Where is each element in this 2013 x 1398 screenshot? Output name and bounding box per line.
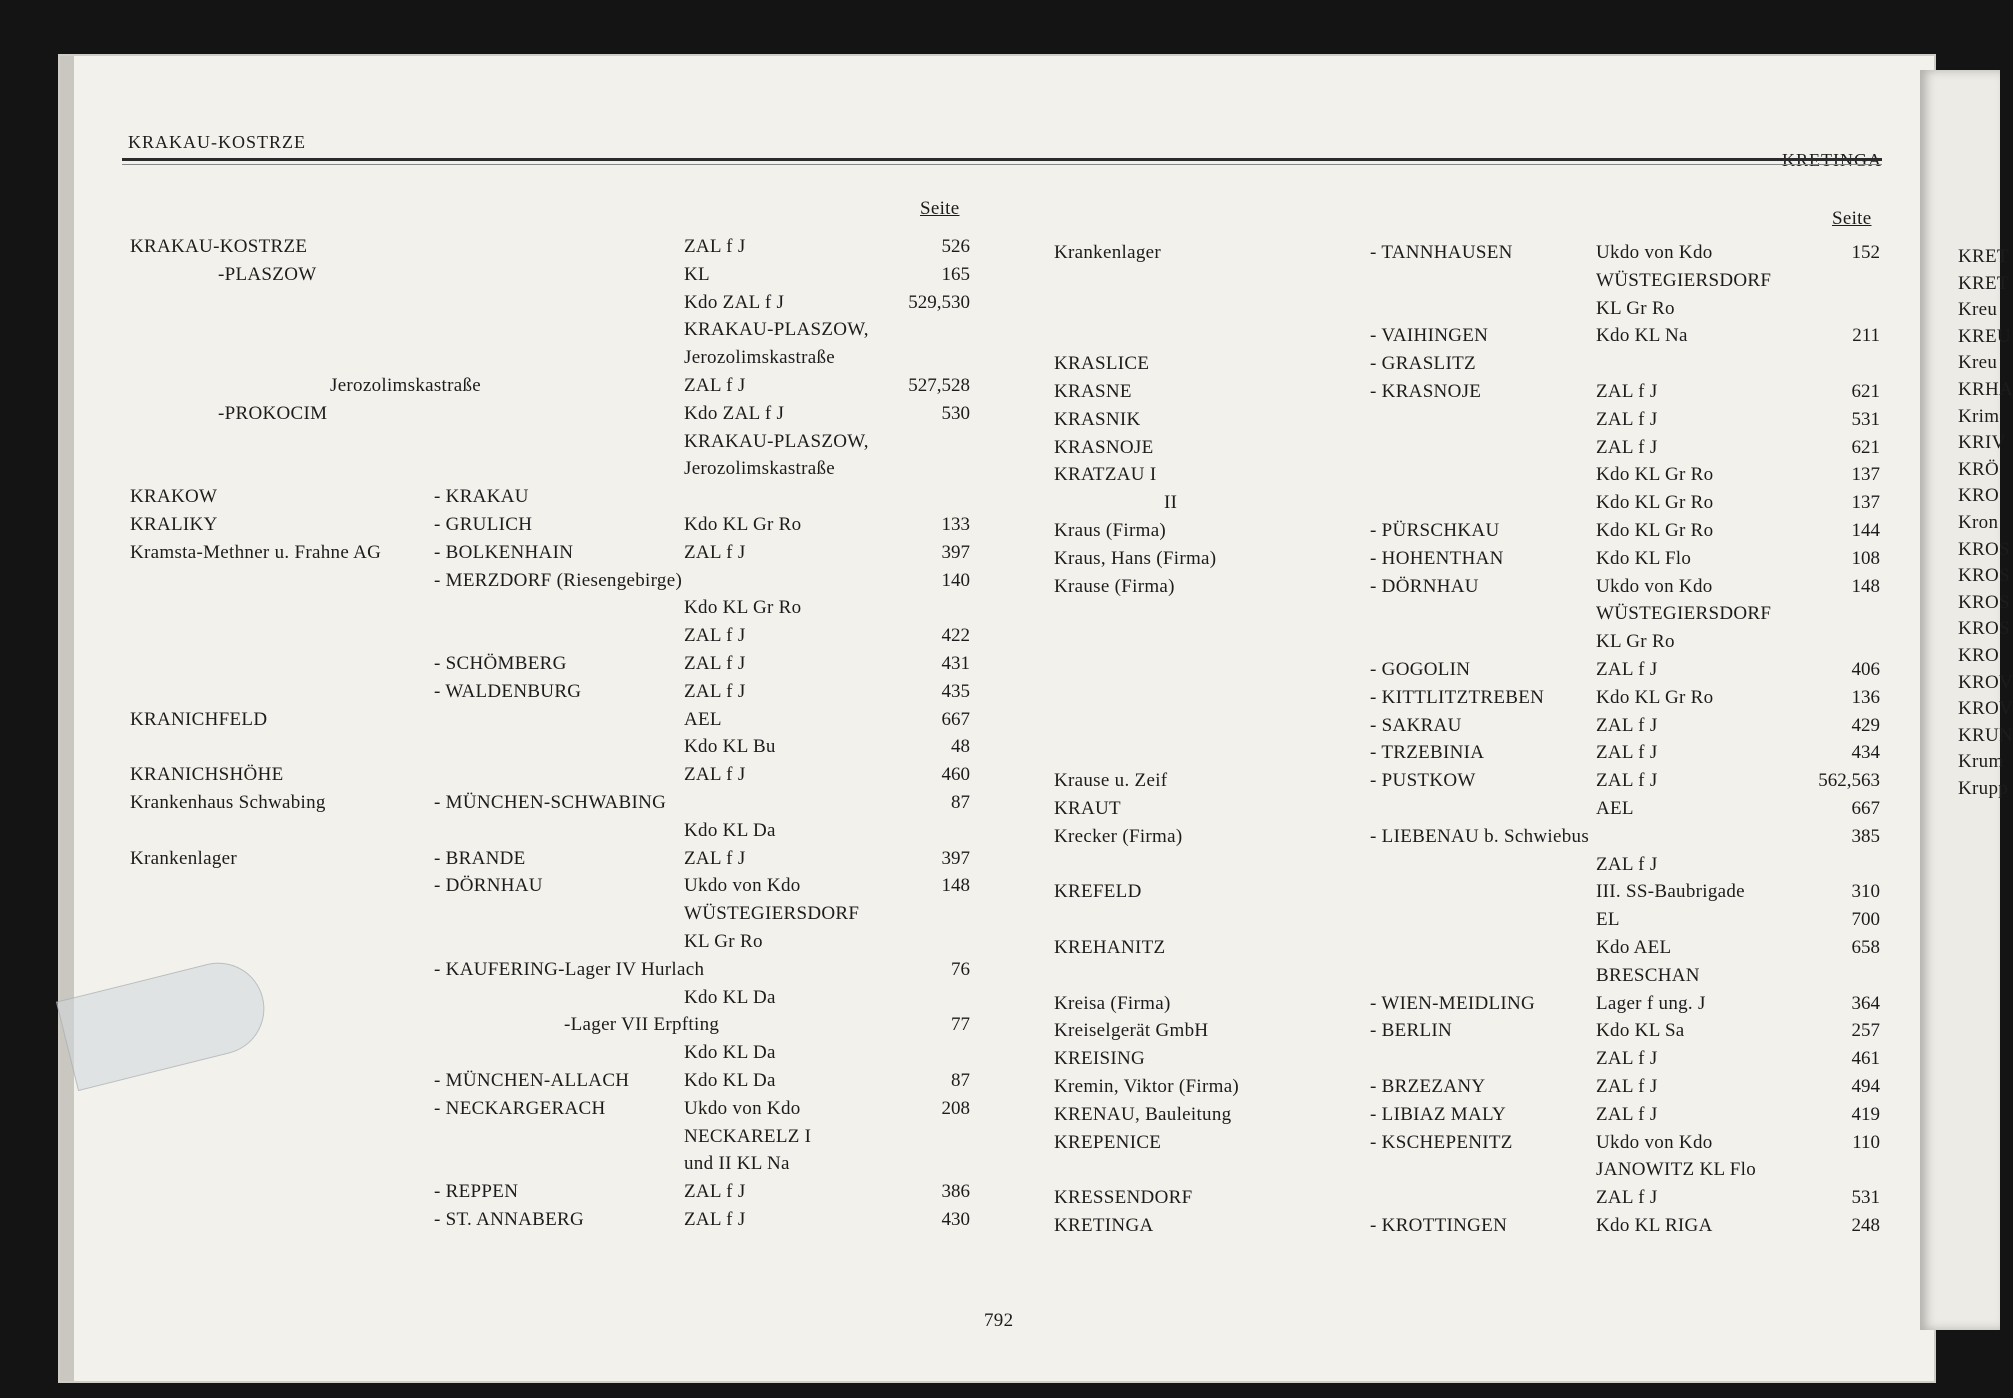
- entry-camp-type: WÜSTEGIERSDORF: [684, 903, 860, 925]
- page-number: 792: [984, 1310, 1014, 1331]
- entry-name: Kreiselgerät GmbH: [1054, 1020, 1209, 1042]
- entry-location: - MÜNCHEN-SCHWABING: [434, 792, 667, 813]
- edge-fragment: KROV: [1958, 671, 2013, 693]
- entry-camp-type: Kdo KL Gr Ro: [684, 597, 802, 619]
- entry-camp-type: ZAL f J: [1596, 1076, 1658, 1097]
- entry-location: - KRAKAU: [434, 486, 529, 508]
- edge-fragment: KRIV: [1958, 432, 2006, 454]
- edge-fragment: Kreu: [1958, 352, 1998, 374]
- entry-camp-type: Kdo KL Gr Ro: [1596, 492, 1714, 514]
- edge-fragment: Kron: [1958, 512, 1999, 533]
- entry-name: Krankenlager: [1054, 242, 1161, 263]
- entry-page: 429: [1851, 714, 1880, 736]
- entry-page: 531: [1851, 1187, 1880, 1209]
- entry-name: KREHANITZ: [1054, 937, 1166, 958]
- entry-location: - BRZEZANY: [1370, 1076, 1486, 1097]
- entry-name: Kramsta-Methner u. Frahne AG: [130, 541, 382, 563]
- entry-camp-type: KL Gr Ro: [684, 931, 763, 952]
- entry-camp-type: KRAKAU-PLASZOW,: [684, 319, 869, 341]
- entry-camp-type: ZAL f J: [684, 847, 746, 869]
- entry-page: 211: [1852, 325, 1880, 347]
- entry-name: II: [1164, 492, 1178, 514]
- entry-camp-type: ZAL f J: [1596, 1103, 1658, 1125]
- entry-location: - LIBIAZ MALY: [1370, 1103, 1507, 1125]
- entry-location: - REPPEN: [434, 1181, 519, 1203]
- entry-location: - PUSTKOW: [1370, 770, 1476, 792]
- edge-fragment: KRO: [1958, 645, 2000, 666]
- seite-label-left: Seite: [920, 198, 960, 219]
- entry-location: - KITTLITZTREBEN: [1370, 686, 1545, 708]
- entry-page: 667: [1851, 798, 1880, 819]
- entry-page: 257: [1851, 1020, 1880, 1042]
- entry-page: 137: [1851, 492, 1880, 514]
- entry-name: Kraus (Firma): [1054, 520, 1167, 541]
- entry-location: - TRZEBINIA: [1370, 742, 1485, 764]
- edge-fragment: KROS: [1958, 618, 2010, 640]
- entry-page: 461: [1851, 1048, 1880, 1070]
- edge-fragment: Krum: [1958, 751, 2004, 773]
- entry-camp-type: AEL: [684, 708, 722, 730]
- entry-name: KRAKAU-KOSTRZE: [130, 236, 308, 257]
- entry-location: - GRASLITZ: [1370, 353, 1476, 375]
- entry-page: 494: [1851, 1076, 1880, 1097]
- entry-page: 531: [1851, 408, 1880, 430]
- entry-name: KRALIKY: [130, 514, 218, 535]
- entry-page: 87: [951, 1070, 970, 1091]
- entry-page: 397: [941, 847, 970, 869]
- entry-camp-type: ZAL f J: [684, 375, 746, 396]
- entry-location: - WALDENBURG: [434, 680, 582, 702]
- entry-camp-type: Kdo KL Gr Ro: [684, 514, 802, 535]
- entry-camp-type: Kdo KL Gr Ro: [1596, 520, 1714, 541]
- edge-fragment: Krupp: [1958, 778, 2009, 799]
- entry-page: 140: [941, 569, 970, 591]
- entry-page: 526: [941, 236, 970, 257]
- entry-page: 527,528: [908, 375, 970, 396]
- entry-camp-type: NECKARELZ I: [684, 1125, 812, 1147]
- entry-page: 435: [941, 680, 970, 702]
- entry-name: KREFELD: [1054, 881, 1142, 903]
- entry-camp-type: Kdo KL Bu: [684, 736, 776, 758]
- entry-camp-type: KL Gr Ro: [1596, 297, 1675, 319]
- entry-page: 148: [1851, 575, 1880, 597]
- entry-page: 87: [951, 792, 970, 813]
- entry-page: 562,563: [1818, 770, 1880, 792]
- entry-page: 385: [1851, 825, 1880, 847]
- seite-label-right: Seite: [1832, 208, 1872, 229]
- edge-fragment: KRUN: [1958, 724, 2013, 746]
- entry-name: KRAKOW: [130, 486, 218, 508]
- entry-name: -PLASZOW: [218, 263, 317, 285]
- entry-location: - GRULICH: [434, 514, 533, 535]
- entry-location: - BERLIN: [1370, 1020, 1453, 1042]
- entry-name: -PROKOCIM: [218, 402, 328, 424]
- entry-name: KRATZAU I: [1054, 464, 1157, 486]
- entry-camp-type: ZAL f J: [1596, 714, 1658, 736]
- entry-camp-type: ZAL f J: [684, 625, 746, 647]
- entry-camp-type: ZAL f J: [1596, 853, 1658, 875]
- entry-page: 76: [951, 958, 970, 980]
- entry-page: 621: [1851, 436, 1880, 458]
- entry-location: - WIEN-MEIDLING: [1370, 992, 1536, 1014]
- entry-page: 108: [1851, 547, 1880, 569]
- running-head-left: KRAKAU-KOSTRZE: [128, 132, 306, 152]
- entry-camp-type: Kdo KL Da: [684, 1070, 776, 1091]
- entry-page: 152: [1851, 242, 1880, 263]
- entry-page: 165: [941, 263, 970, 285]
- entry-page: 431: [941, 653, 970, 674]
- entry-camp-type: Kdo ZAL f J: [684, 402, 785, 424]
- entry-location: - ST. ANNABERG: [434, 1209, 585, 1230]
- entry-camp-type: JANOWITZ KL Flo: [1596, 1159, 1756, 1181]
- entry-name: KREPENICE: [1054, 1131, 1162, 1153]
- entry-camp-type: ZAL f J: [684, 236, 746, 257]
- entry-camp-type: Lager f ung. J: [1596, 992, 1706, 1014]
- entry-camp-type: Kdo KL Sa: [1596, 1020, 1685, 1042]
- entry-name: KRENAU, Bauleitung: [1054, 1103, 1232, 1125]
- edge-fragment: KRO: [1958, 485, 2000, 507]
- entry-location: - TANNHAUSEN: [1370, 242, 1513, 263]
- edge-fragment: KROV: [1958, 698, 2013, 720]
- entry-camp-type: EL: [1596, 909, 1620, 931]
- entry-page: 110: [1852, 1131, 1880, 1153]
- entry-name: KRASNE: [1054, 381, 1132, 402]
- entry-camp-type: Kdo KL Da: [684, 1042, 776, 1064]
- entry-camp-type: ZAL f J: [1596, 1187, 1658, 1209]
- entry-location: - BRANDE: [434, 847, 526, 869]
- entry-name: Kreisa (Firma): [1054, 992, 1171, 1014]
- entry-camp-type: AEL: [1596, 798, 1634, 819]
- entry-location: - DÖRNHAU: [1370, 575, 1479, 597]
- entry-camp-type: Kdo AEL: [1596, 937, 1672, 958]
- entry-name: KREISING: [1054, 1048, 1146, 1070]
- entry-page: 430: [941, 1209, 970, 1230]
- entry-name: KRASLICE: [1054, 353, 1150, 375]
- entry-location: - NECKARGERACH: [434, 1097, 606, 1119]
- entry-camp-type: ZAL f J: [684, 541, 746, 563]
- entry-name: Krankenlager: [130, 847, 237, 869]
- entry-camp-type: Kdo KL RIGA: [1596, 1215, 1713, 1236]
- entry-name: KRANICHFELD: [130, 708, 268, 730]
- page-tab-marker: [56, 953, 274, 1091]
- entry-location: - SCHÖMBERG: [434, 653, 567, 674]
- entry-page: 406: [1851, 659, 1880, 680]
- entry-location: - VAIHINGEN: [1370, 325, 1489, 347]
- entry-page: 530: [941, 402, 970, 424]
- entry-name: KRASNIK: [1054, 408, 1141, 430]
- entry-page: 397: [941, 541, 970, 563]
- entry-location: - KSCHEPENITZ: [1370, 1131, 1513, 1153]
- entry-page: 422: [941, 625, 970, 647]
- entry-page: 419: [1851, 1103, 1880, 1125]
- entry-page: 658: [1851, 937, 1880, 958]
- entry-camp-type: Kdo KL Flo: [1596, 547, 1692, 569]
- entry-page: 700: [1851, 909, 1880, 931]
- entry-camp-type: Jerozolimskastraße: [684, 347, 836, 369]
- entry-camp-type: Kdo KL Na: [1596, 325, 1688, 347]
- entry-camp-type: Kdo KL Da: [684, 819, 776, 841]
- entry-camp-type: Ukdo von Kdo: [684, 1097, 801, 1119]
- entry-page: 667: [941, 708, 970, 730]
- edge-fragment: Krim: [1958, 405, 2000, 427]
- entry-name: Jerozolimskastraße: [330, 375, 482, 396]
- entry-location: - KRASNOJE: [1370, 381, 1482, 402]
- entry-location: - KAUFERING-Lager IV Hurlach: [434, 958, 705, 980]
- entry-camp-type: KL Gr Ro: [1596, 631, 1675, 653]
- entry-camp-type: ZAL f J: [684, 764, 746, 786]
- entry-camp-type: WÜSTEGIERSDORF: [1596, 269, 1772, 291]
- entry-location: - SAKRAU: [1370, 714, 1462, 736]
- entry-camp-type: ZAL f J: [684, 680, 746, 702]
- entry-camp-type: Jerozolimskastraße: [684, 458, 836, 480]
- entry-location: - MERZDORF (Riesengebirge): [434, 569, 683, 591]
- edge-fragment: KREU: [1958, 325, 2011, 347]
- entry-page: 208: [941, 1097, 970, 1119]
- entry-name: Krause u. Zeif: [1054, 770, 1168, 792]
- edge-fragment: Kreu: [1958, 299, 1998, 321]
- entry-camp-type: III. SS-Baubrigade: [1596, 881, 1745, 903]
- entry-location: - HOHENTHAN: [1370, 547, 1504, 569]
- entry-page: 77: [951, 1014, 970, 1036]
- entry-camp-type: und II KL Na: [684, 1153, 790, 1175]
- entry-name: KRANICHSHÖHE: [130, 764, 284, 786]
- entry-camp-type: ZAL f J: [1596, 408, 1658, 430]
- entry-camp-type: ZAL f J: [684, 653, 746, 674]
- edge-fragment: KRET: [1958, 246, 2009, 267]
- edge-fragment: KRET: [1958, 272, 2009, 294]
- entry-camp-type: KRAKAU-PLASZOW,: [684, 430, 869, 452]
- entry-page: 137: [1851, 464, 1880, 486]
- entry-camp-type: ZAL f J: [1596, 770, 1658, 792]
- entry-name: Krankenhaus Schwabing: [130, 792, 326, 813]
- entry-camp-type: Ukdo von Kdo: [684, 875, 801, 897]
- entry-camp-type: Kdo KL Gr Ro: [1596, 686, 1714, 708]
- entry-page: 310: [1851, 881, 1880, 903]
- entry-name: KRETINGA: [1054, 1215, 1154, 1236]
- entry-camp-type: ZAL f J: [1596, 1048, 1658, 1070]
- entry-camp-type: ZAL f J: [1596, 659, 1658, 680]
- entry-name: Krecker (Firma): [1054, 825, 1183, 847]
- entry-camp-type: ZAL f J: [1596, 436, 1658, 458]
- entry-camp-type: Ukdo von Kdo: [1596, 242, 1713, 263]
- entry-location: - PÜRSCHKAU: [1370, 520, 1500, 541]
- entry-page: 460: [941, 764, 970, 786]
- entry-camp-type: KL: [684, 263, 710, 285]
- entry-camp-type: Ukdo von Kdo: [1596, 575, 1713, 597]
- entry-location: -Lager VII Erpfting: [564, 1014, 720, 1036]
- entry-page: 364: [1851, 992, 1880, 1014]
- entry-name: Kremin, Viktor (Firma): [1054, 1076, 1240, 1097]
- entry-page: 144: [1851, 520, 1880, 541]
- entry-camp-type: Kdo KL Da: [684, 986, 776, 1008]
- entry-camp-type: ZAL f J: [1596, 381, 1658, 402]
- entry-page: 148: [941, 875, 970, 897]
- edge-fragment: KROS: [1958, 538, 2010, 560]
- entry-name: KRASNOJE: [1054, 436, 1154, 458]
- entry-camp-type: BRESCHAN: [1596, 964, 1700, 986]
- entry-name: KRESSENDORF: [1054, 1187, 1193, 1209]
- entry-location: - LIEBENAU b. Schwiebus: [1370, 825, 1590, 847]
- entry-location: - DÖRNHAU: [434, 875, 543, 897]
- entry-page: 386: [941, 1181, 970, 1203]
- entry-location: - GOGOLIN: [1370, 659, 1471, 680]
- entry-page: 621: [1851, 381, 1880, 402]
- entry-page: 48: [951, 736, 970, 758]
- entry-camp-type: ZAL f J: [1596, 742, 1658, 764]
- entry-camp-type: Kdo KL Gr Ro: [1596, 464, 1714, 486]
- entry-camp-type: Ukdo von Kdo: [1596, 1131, 1713, 1153]
- entry-camp-type: WÜSTEGIERSDORF: [1596, 603, 1772, 625]
- entry-name: KRAUT: [1054, 798, 1121, 819]
- entry-page: 133: [941, 514, 970, 535]
- entry-location: - BOLKENHAIN: [434, 541, 574, 563]
- entry-name: Krause (Firma): [1054, 575, 1175, 597]
- entry-location: - MÜNCHEN-ALLACH: [434, 1070, 630, 1091]
- entry-name: Kraus, Hans (Firma): [1054, 547, 1217, 569]
- edge-fragment: KRHA: [1958, 379, 2013, 400]
- entry-page: 136: [1851, 686, 1880, 708]
- edge-fragment: KRÖ: [1958, 458, 2000, 480]
- entry-camp-type: ZAL f J: [684, 1209, 746, 1230]
- entry-camp-type: Kdo ZAL f J: [684, 291, 785, 313]
- entry-page: 529,530: [908, 291, 970, 313]
- entry-camp-type: ZAL f J: [684, 1181, 746, 1203]
- entry-page: 248: [1851, 1215, 1880, 1236]
- header-rule-thin: [122, 164, 1882, 165]
- edge-fragment: KROS: [1958, 591, 2010, 613]
- edge-fragment: KROS: [1958, 565, 2010, 587]
- entry-page: 434: [1851, 742, 1880, 764]
- entry-location: - KROTTINGEN: [1370, 1215, 1508, 1236]
- header-rule: [122, 158, 1882, 161]
